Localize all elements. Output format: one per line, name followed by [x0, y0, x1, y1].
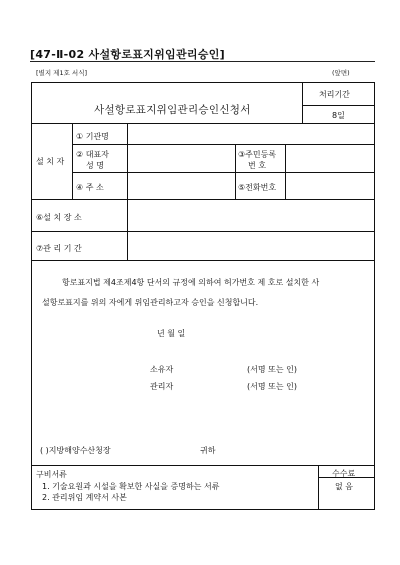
location-divider	[127, 199, 128, 260]
fee-divider	[318, 465, 319, 510]
manager-signature: (서명 또는 인)	[247, 382, 297, 391]
row-line	[32, 231, 375, 232]
processing-period-label: 처리기간	[319, 90, 350, 99]
install-location-label: ⑥설 치 장 소	[36, 213, 82, 222]
attachments-title: 구비서류	[36, 470, 67, 479]
installer-divider	[72, 123, 73, 199]
recipient-office: ( )지방해양수산청장	[40, 446, 111, 455]
management-period-label: ⑦관 리 기 간	[36, 244, 82, 253]
attachments-rule	[32, 465, 375, 466]
row-line	[32, 199, 375, 200]
row-line	[72, 144, 375, 145]
manager-label: 관리자	[150, 382, 174, 391]
application-form	[31, 82, 375, 510]
recipient-honorific: 귀하	[200, 446, 216, 455]
document-code: [47-Ⅱ-02 사설항로표지위임관리승인]	[30, 48, 225, 61]
resident-number-label-2: 번 호	[248, 161, 266, 170]
institution-label: ① 기관명	[76, 132, 109, 141]
page-side-label: (앞면)	[332, 69, 350, 77]
header-rule	[30, 61, 375, 62]
representative-label: ② 대표자	[76, 150, 109, 159]
row-line	[72, 172, 375, 173]
form-number-label: [별지 제1호 서식]	[36, 69, 88, 77]
representative-label-2: 성 명	[86, 161, 104, 170]
processing-period-value: 8일	[332, 111, 345, 120]
statement-line-2: 설항로표지를 위의 자에게 위임관리하고자 승인을 신청합니다.	[42, 298, 259, 307]
resident-number-label: ③주민등록	[238, 150, 277, 159]
row-line	[32, 260, 375, 261]
attachment-item: 2. 관리위임 계약서 사본	[42, 493, 127, 502]
statement-line-1: 항로표지법 제4조제4항 단서의 규정에 의하여 허가번호 제 호로 설치한 사	[62, 278, 320, 287]
application-statement	[42, 273, 364, 313]
fee-label: 수수료	[332, 469, 356, 478]
phone-label: ⑤전화번호	[238, 183, 277, 192]
processing-divider	[302, 105, 375, 106]
label-divider	[127, 123, 128, 199]
row-line	[32, 123, 375, 124]
owner-label: 소유자	[150, 365, 174, 374]
attachment-item: 1. 기술요원과 시설을 확보한 사실을 증명하는 서류	[42, 482, 220, 491]
installer-label: 설 치 자	[36, 157, 65, 166]
owner-signature: (서명 또는 인)	[247, 365, 297, 374]
address-label: ④ 주 소	[76, 183, 104, 192]
form-title: 사설항로표지위임관리승인신청서	[94, 104, 251, 116]
date-line: 년 월 일	[157, 329, 186, 338]
title-divider	[302, 83, 303, 123]
fee-value: 없 음	[335, 482, 353, 491]
